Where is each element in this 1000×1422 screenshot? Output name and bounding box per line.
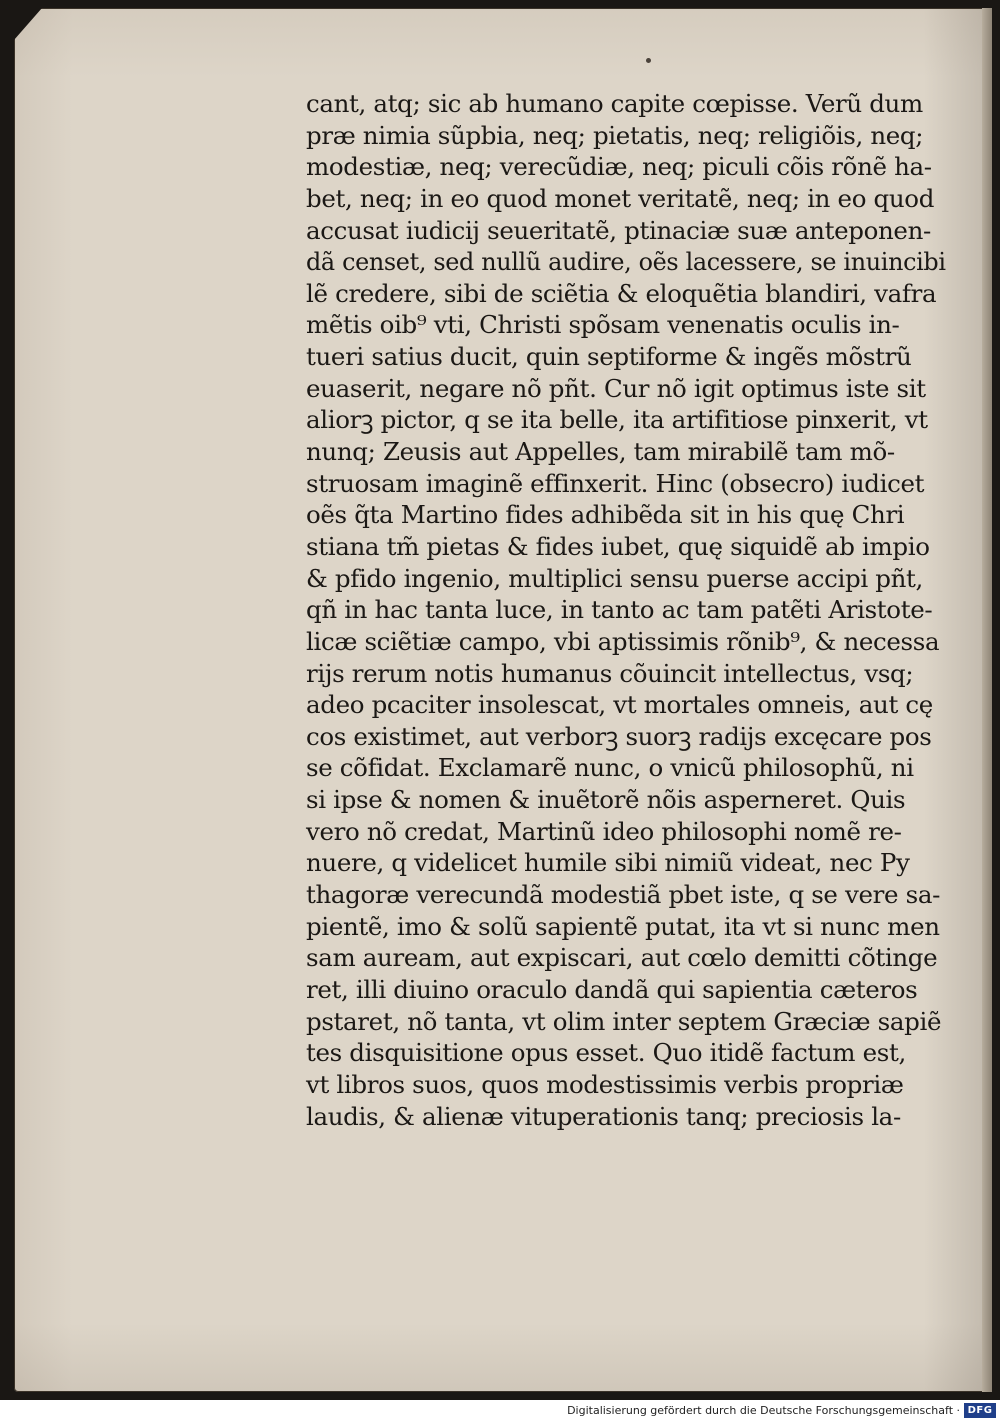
text-line: stiana tm̃ pietas & fides iubet, quę siquidẽ ab impio xyxy=(306,531,930,561)
text-line: cant, atq; sic ab humano capite cœpisse. Verũ dum xyxy=(306,89,923,118)
text-line: adeo pcaciter insolescat, vt mortales omneis, aut cę xyxy=(306,690,933,720)
dfg-logo-icon: DFG xyxy=(964,1403,996,1418)
text-line: si ipse & nomen & inuẽtorẽ nõis asperneret. Quis xyxy=(306,785,906,815)
text-line: struosam imaginẽ effinxerit. Hinc (obsecro) iudicet xyxy=(306,468,925,498)
text-line: laudis, & alienæ vituperationis tanq; preciosis la- xyxy=(306,1101,901,1131)
text-line: accusat iudicij seueritatẽ, ptinaciæ suæ anteponen- xyxy=(306,215,931,245)
text-line: mẽtis oib⁹ vti, Christi spõsam venenatis oculis in- xyxy=(306,310,900,340)
text-line: thagoræ verecundã modestiã pbet iste, q se vere sa- xyxy=(306,880,941,910)
text-line: euaserit, negare nõ pñt. Cur nõ igit optimus iste sit xyxy=(306,373,926,403)
text-line: rijs rerum notis humanus cõuincit intellectus, vsq; xyxy=(306,658,914,688)
text-line: dã censet, sed nullũ audire, oẽs lacessere, se inuincibi xyxy=(306,247,946,277)
text-line: licæ sciẽtiæ campo, vbi aptissimis rõnib⁹, & necessa xyxy=(306,626,940,656)
latin-text-block xyxy=(306,88,946,1132)
text-line: ret, illi diuino oraculo dandã qui sapientia cæteros xyxy=(306,974,918,1004)
text-line: præ nimia sũpbia, neq; pietatis, neq; religiõis, neq; xyxy=(306,120,924,150)
text-line: modestiæ, neq; verecũdiæ, neq; piculi cõis rõnẽ ha- xyxy=(306,152,932,182)
text-line: vt libros suos, quos modestissimis verbis propriæ xyxy=(306,1069,904,1099)
text-line: cos existimet, aut verborꝫ suorꝫ radijs excęcare pos xyxy=(306,721,932,751)
text-line: lẽ credere, sibi de sciẽtia & eloquẽtia blandiri, vafra xyxy=(306,278,937,308)
funding-credit: Digitalisierung gefördert durch die Deutsche Forschungsgemeinschaft · xyxy=(567,1404,960,1417)
text-line: se cõfidat. Exclamarẽ nunc, o vnicũ philosophũ, ni xyxy=(306,753,914,783)
text-line: aliorꝫ pictor, q se ita belle, ita artifitiose pinxerit, vt xyxy=(306,405,928,435)
text-line: bet, neq; in eo quod monet veritatẽ, neq; in eo quod xyxy=(306,183,935,213)
text-line: pientẽ, imo & solũ sapientẽ putat, ita vt si nunc men xyxy=(306,911,940,941)
text-line: & pfido ingenio, multiplici sensu puerse accipi pñt, xyxy=(306,563,923,593)
text-line: pstaret, nõ tanta, vt olim inter septem Græciæ sapiẽ xyxy=(306,1006,942,1036)
text-line: vero nõ credat, Martinũ ideo philosophi nomẽ re- xyxy=(306,816,902,846)
text-line: qñ in hac tanta luce, in tanto ac tam patẽti Aristote- xyxy=(306,595,933,625)
torn-page-corner xyxy=(14,8,42,40)
ink-speck xyxy=(646,58,651,63)
text-line: oẽs q̃ta Martino fides adhibẽda sit in his quę Chri xyxy=(306,500,905,530)
page-edge xyxy=(982,8,992,1392)
text-line: nuere, q videlicet humile sibi nimiũ videat, nec Py xyxy=(306,848,910,878)
text-line: sam auream, aut expiscari, aut cœlo demitti cõtinge xyxy=(306,943,938,973)
text-line: nunq; Zeusis aut Appelles, tam mirabilẽ tam mõ- xyxy=(306,437,895,467)
text-line: tueri satius ducit, quin septiforme & ingẽs mõstrũ xyxy=(306,342,912,372)
text-line: tes disquisitione opus esset. Quo itidẽ factum est, xyxy=(306,1038,906,1068)
